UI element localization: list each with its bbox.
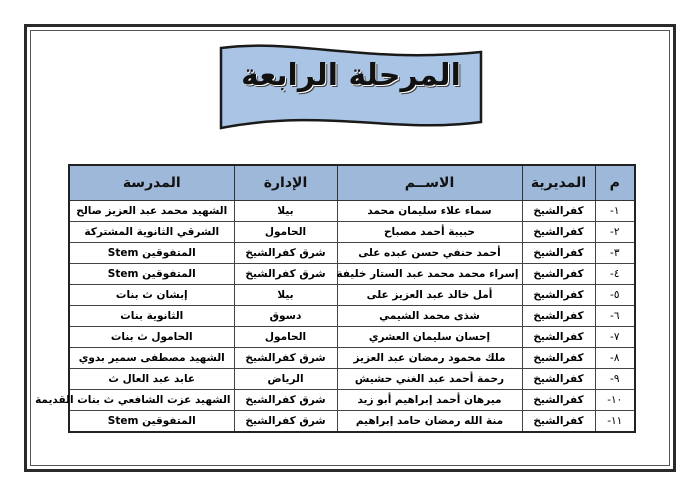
cell-num: ٣- (595, 243, 635, 264)
cell-num: ١- (595, 201, 635, 222)
table-header-row (69, 165, 635, 201)
column-header-directorate: المديرية (522, 165, 595, 201)
cell-school: عابد عبد العال ث (69, 369, 234, 390)
cell-administration: دسوق (234, 306, 337, 327)
cell-school: إبشان ث بنات (69, 285, 234, 306)
cell-administration: شرق كفرالشيخ (234, 390, 337, 411)
cell-directorate: كفرالشيخ (522, 369, 595, 390)
cell-name: إحسان سليمان العشري (337, 327, 522, 348)
cell-directorate: كفرالشيخ (522, 411, 595, 433)
cell-school: المتفوقين Stem (69, 411, 234, 433)
table-row (69, 243, 635, 264)
cell-administration: بيلا (234, 285, 337, 306)
cell-school: الشهيد مصطفى سمير بدوي (69, 348, 234, 369)
cell-directorate: كفرالشيخ (522, 222, 595, 243)
cell-directorate: كفرالشيخ (522, 201, 595, 222)
cell-directorate: كفرالشيخ (522, 390, 595, 411)
table-row (69, 201, 635, 222)
cell-name: ميرهان أحمد إبراهيم أبو زيد (337, 390, 522, 411)
cell-directorate: كفرالشيخ (522, 243, 595, 264)
table-row (69, 264, 635, 285)
cell-school: الشهيد عزت الشافعي ث بنات القديمة (69, 390, 234, 411)
cell-name: حبيبة أحمد مصباح (337, 222, 522, 243)
cell-name: شذى محمد الشيمي (337, 306, 522, 327)
cell-administration: الحامول (234, 327, 337, 348)
cell-num: ٤- (595, 264, 635, 285)
cell-administration: الحامول (234, 222, 337, 243)
page-title: المرحلة الرابعة (241, 58, 461, 93)
cell-num: ١١- (595, 411, 635, 433)
table-row (69, 390, 635, 411)
cell-name: رحمة أحمد عبد الغني حشيش (337, 369, 522, 390)
table-row (69, 306, 635, 327)
cell-directorate: كفرالشيخ (522, 264, 595, 285)
table-row (69, 411, 635, 433)
cell-directorate: كفرالشيخ (522, 348, 595, 369)
cell-administration: شرق كفرالشيخ (234, 411, 337, 433)
cell-num: ٥- (595, 285, 635, 306)
column-header-name: الاســم (337, 165, 522, 201)
cell-name: منة الله رمضان حامد إبراهيم (337, 411, 522, 433)
cell-num: ٨- (595, 348, 635, 369)
cell-school: المتفوقين Stem (69, 243, 234, 264)
cell-num: ٢- (595, 222, 635, 243)
cell-directorate: كفرالشيخ (522, 306, 595, 327)
cell-num: ٧- (595, 327, 635, 348)
cell-num: ٩- (595, 369, 635, 390)
cell-administration: شرق كفرالشيخ (234, 264, 337, 285)
cell-num: ١٠- (595, 390, 635, 411)
cell-administration: شرق كفرالشيخ (234, 243, 337, 264)
cell-administration: بيلا (234, 201, 337, 222)
cell-name: أمل خالد عبد العزيز على (337, 285, 522, 306)
cell-name: سماء علاء سليمان محمد (337, 201, 522, 222)
table-row (69, 222, 635, 243)
cell-name: إسراء محمد محمد عبد الستار خليفة (337, 264, 522, 285)
cell-school: الثانوية بنات (69, 306, 234, 327)
cell-school: الشرقي الثانوية المشتركة (69, 222, 234, 243)
column-header-administration: الإدارة (234, 165, 337, 201)
table-row (69, 369, 635, 390)
cell-num: ٦- (595, 306, 635, 327)
column-header-school: المدرسة (69, 165, 234, 201)
cell-name: أحمد حنفي حسن عبده على (337, 243, 522, 264)
table-row (69, 327, 635, 348)
table-row (69, 285, 635, 306)
column-header-num: م (595, 165, 635, 201)
students-table (35, 164, 636, 433)
cell-name: ملك محمود رمضان عبد العزيز (337, 348, 522, 369)
cell-directorate: كفرالشيخ (522, 285, 595, 306)
cell-school: الحامول ث بنات (69, 327, 234, 348)
cell-directorate: كفرالشيخ (522, 327, 595, 348)
cell-school: الشهيد محمد عبد العزيز صالح (69, 201, 234, 222)
cell-administration: الرياض (234, 369, 337, 390)
cell-school: المتفوقين Stem (69, 264, 234, 285)
cell-administration: شرق كفرالشيخ (234, 348, 337, 369)
table-row (69, 348, 635, 369)
